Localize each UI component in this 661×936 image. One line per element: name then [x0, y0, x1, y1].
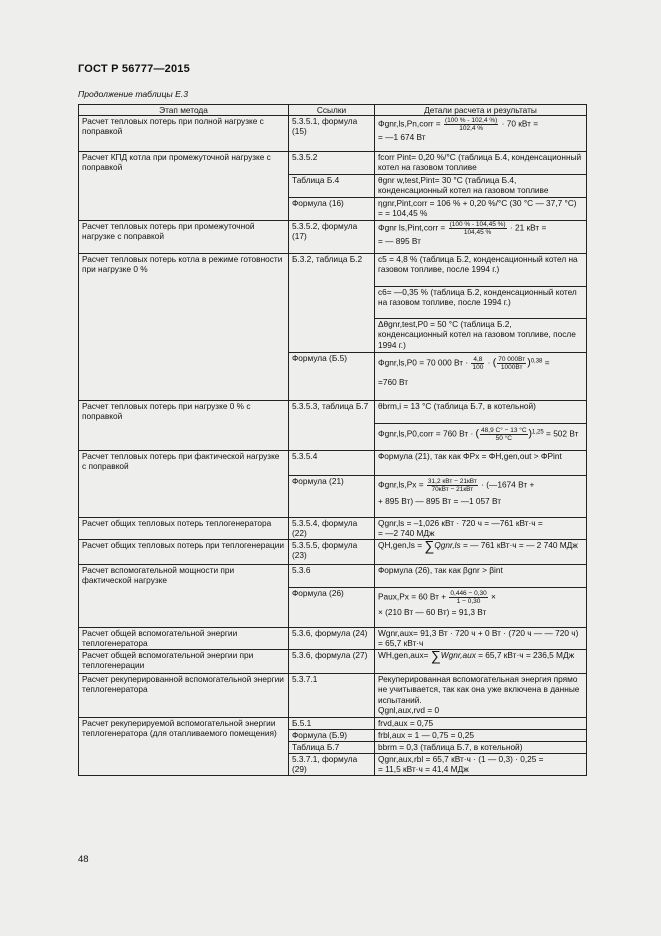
table-row — [79, 628, 587, 650]
table-row — [79, 565, 587, 588]
ref-cell: 5.3.5.2, формула (17) — [289, 221, 375, 254]
stage-cell: Расчет тепловых потерь при полной нагрузке с поправкой — [79, 116, 289, 152]
result-cell: θgnr w,test,Pint= 30 °С (таблица Б.4, конденсационный котел на газовом топливе — [375, 175, 587, 198]
ref-cell: Б.5.1 — [289, 718, 375, 730]
result-cell: frvd,aux = 0,75 — [375, 718, 587, 730]
table-header-row — [79, 105, 587, 116]
ref-cell: 5.3.5.4, формула (22) — [289, 518, 375, 540]
ref-cell: 5.3.5.4 — [289, 451, 375, 476]
fraction: $\frac{0,446 - 0,30}{1 - 0,30}$ — [450, 590, 487, 605]
result-cell: QH,gen,ls = ∑Qgnr,ls = — 761 кВт·ч = — 2 740 МДж — [375, 540, 587, 565]
table-caption: Продолжение таблицы Е.3 — [78, 89, 188, 99]
ref-cell: Таблица Б.4 — [289, 175, 375, 198]
column-header: Ссылки — [289, 105, 375, 116]
column-header: Этап метода — [79, 105, 289, 116]
fraction: $\frac{(100 \% - 104,45 \%)}{104,45 \%}$ — [449, 221, 506, 236]
ref-cell: 5.3.5.5, формула (23) — [289, 540, 375, 565]
result-cell: c6= —0,35 % (таблица Б.2, конденсационный котел на газовом топливе, после 1994 г.) — [375, 287, 587, 319]
table-row — [79, 540, 587, 565]
result-cell: Qgnr,aux,rbl = 65,7 кВт·ч · (1 — 0,3) · 0,25 = = 11,5 кВт·ч = 41,4 МДж — [375, 754, 587, 776]
result-cell: c5 = 4,8 % (таблица Б.2, конденсационный котел на газовом топливе, после 1994 г.) — [375, 254, 587, 287]
table-row — [79, 718, 587, 730]
stage-cell: Расчет общей вспомогательной энергии теплогенератора — [79, 628, 289, 650]
result-cell: Paux,Px = 60 Вт + $\frac{0,446 - 0,30}{1 - 0,30}$ × × (210 Вт — 60 Вт) = 91,3 Вт — [375, 588, 587, 628]
stage-cell: Расчет тепловых потерь при промежуточной нагрузке с поправкой — [79, 221, 289, 254]
table-row — [79, 401, 587, 424]
table-row — [79, 518, 587, 540]
table-row — [79, 650, 587, 674]
result-cell: bbrm = 0,3 (таблица Б.7, в котельной) — [375, 742, 587, 754]
ref-cell: Формула (21) — [289, 476, 375, 518]
ref-cell: Формула (Б.5) — [289, 353, 375, 401]
table-row — [79, 451, 587, 476]
stage-cell: Расчет тепловых потерь котла в режиме готовности при нагрузке 0 % — [79, 254, 289, 401]
stage-cell: Расчет общих тепловых потерь при теплогенерации — [79, 540, 289, 565]
result-cell: Φgnr,ls,Pn,corr = $\frac{(100 \% - 102,4 \%)}{102,4 \%}$ · 70 кВт = = —1 674 Вт — [375, 116, 587, 152]
ref-cell: 5.3.6 — [289, 565, 375, 588]
page-number: 48 — [78, 854, 89, 865]
ref-cell: Формула (26) — [289, 588, 375, 628]
stage-cell: Расчет общих тепловых потерь теплогенератора — [79, 518, 289, 540]
stage-cell: Расчет тепловых потерь при нагрузке 0 % с поправкой — [79, 401, 289, 451]
result-cell: Φgnr ls,Pint,corr = $\frac{(100 \% - 104,45 \%)}{104,45 \%}$ · 21 кВт = = — 895 Вт — [375, 221, 587, 254]
document-header: ГОСТ Р 56777—2015 — [78, 63, 190, 75]
ref-cell: 5.3.5.1, формула (15) — [289, 116, 375, 152]
stage-cell: Расчет тепловых потерь при фактической нагрузке с поправкой — [79, 451, 289, 518]
fraction: $\frac{48,9 С^\circ - 13 ^\circ С}{50 ^\circ С}$ — [481, 427, 527, 442]
calculation-table — [78, 104, 587, 776]
table-row — [79, 152, 587, 175]
ref-cell: Б.3.2, таблица Б.2 — [289, 254, 375, 353]
result-cell: Wgnr,aux= 91,3 Вт · 720 ч + 0 Вт · (720 ч — — 720 ч) = 65,7 кВт·ч — [375, 628, 587, 650]
result-cell: Qgnr,ls = –1,026 кВт · 720 ч = —761 кВт·ч = = —2 740 МДж — [375, 518, 587, 540]
result-cell: Δθgnr,test,P0 = 50 °С (таблица Б.2, конденсационный котел на газовом топливе, после 1994 г.) — [375, 319, 587, 353]
result-cell: Φgnr,ls,P0,corr = 760 Вт · ( $\frac{48,9 С^\circ - 13 ^\circ С}{50 ^\circ С}$ )$^{1,25}$ = 502 Вт — [375, 424, 587, 451]
table-row — [79, 116, 587, 152]
ref-cell: 5.3.5.3, таблица Б.7 — [289, 401, 375, 451]
result-cell: Формула (26), так как βgnr > βint — [375, 565, 587, 588]
fraction: $\frac{(100 \% - 102,4 \%)}{102,4 \%}$ — [444, 117, 498, 132]
ref-cell: Формула (16) — [289, 198, 375, 221]
table-row — [79, 254, 587, 287]
stage-cell: Расчет рекуперируемой вспомогательной энергии теплогенератора (для отапливаемого помещения) — [79, 718, 289, 776]
result-cell: fcorr Pint= 0,20 %/°С (таблица Б.4, конденсационный котел на газовом топливе — [375, 152, 587, 175]
ref-cell: Формула (Б.9) — [289, 730, 375, 742]
column-header: Детали расчета и результаты — [375, 105, 587, 116]
result-cell: Формула (21), так как ΦPx = ΦH,gen,out > ΦPint — [375, 451, 587, 476]
fraction: $\frac{\text{31,2 кВт − 21кВт}}{\text{70кВт − 21кВт}}$ — [427, 478, 477, 493]
stage-cell: Расчет вспомогательной мощности при фактической нагрузке — [79, 565, 289, 628]
result-cell: WH,gen,aux= ∑Wgnr,aux = 65,7 кВт·ч = 236,5 МДж — [375, 650, 587, 674]
result-cell: ηgnr,Pint,corr = 106 % + 0,20 %/°С (30 °С — 37,7 °С) = = 104,45 % — [375, 198, 587, 221]
table-row — [79, 221, 587, 254]
stage-cell: Расчет общей вспомогательной энергии при теплогенерации — [79, 650, 289, 674]
table-row — [79, 674, 587, 718]
ref-cell: 5.3.7.1 — [289, 674, 375, 718]
ref-cell: 5.3.6, формула (27) — [289, 650, 375, 674]
result-cell: θbrm,i = 13 °С (таблица Б.7, в котельной) — [375, 401, 587, 424]
ref-cell: 5.3.6, формула (24) — [289, 628, 375, 650]
ref-cell: Таблица Б.7 — [289, 742, 375, 754]
result-cell: frbl,aux = 1 — 0,75 = 0,25 — [375, 730, 587, 742]
ref-cell: 5.3.7.1, формула (29) — [289, 754, 375, 776]
ref-cell: 5.3.5.2 — [289, 152, 375, 175]
fraction: $\frac{70 000Вт}{1000Вт}$ — [498, 356, 526, 371]
result-cell: Рекуперированная вспомогательная энергия прямо не учитывается, так как она уже включена в данные испытаний. Qgnl,aux,rvd = 0 — [375, 674, 587, 718]
result-cell: Φgnr,ls,P0 = 70 000 Вт · $\frac{4,8}{100}$ · ( $\frac{70 000Вт}{1000Вт}$ )$^{0,38}$ = =760 Вт — [375, 353, 587, 401]
stage-cell: Расчет рекуперированной вспомогательной энергии теплогенератора — [79, 674, 289, 718]
stage-cell: Расчет КПД котла при промежуточной нагрузке с поправкой — [79, 152, 289, 221]
result-cell: Φgnr,ls,Px = $\frac{\text{31,2 кВт − 21кВт}}{\text{70кВт − 21кВт}}$ · (—1674 Вт + + 895 Вт) — 895 Вт = —1 057 Вт — [375, 476, 587, 518]
fraction: $\frac{4,8}{100}$ — [472, 356, 484, 371]
